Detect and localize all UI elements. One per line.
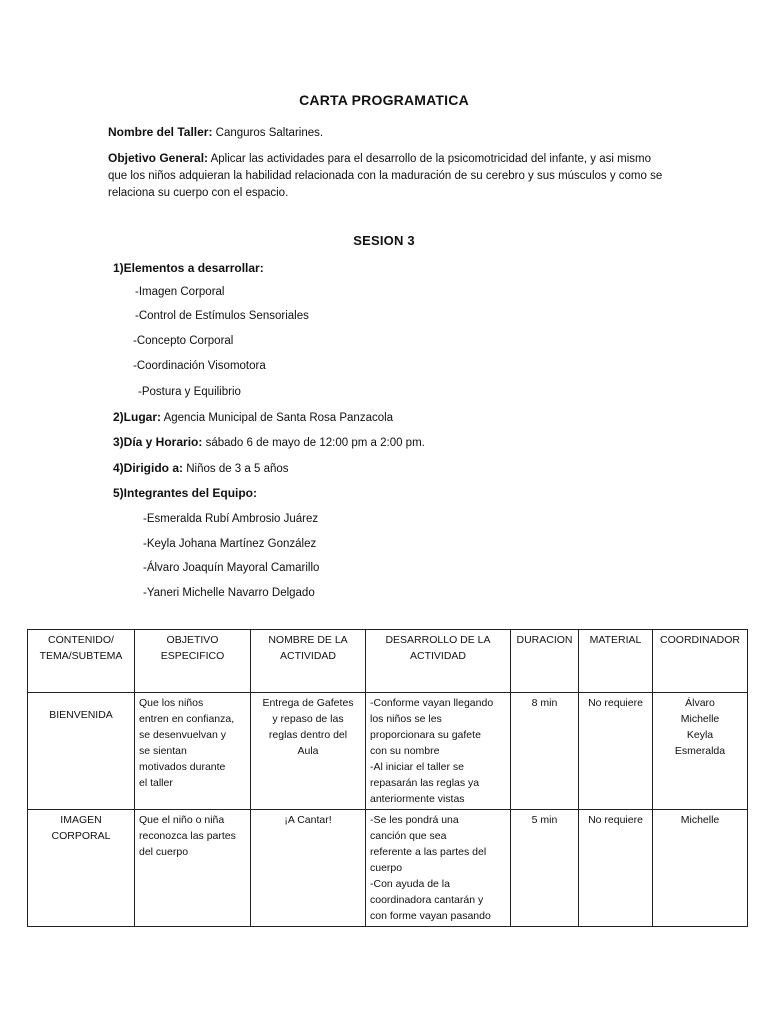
team-heading: 5)Integrantes del Equipo: (113, 486, 258, 500)
element-item: -Control de Estímulos Sensoriales (135, 310, 309, 322)
cell-material: No requiere (579, 810, 653, 927)
element-item: -Imagen Corporal (135, 286, 225, 298)
team-member: -Esmeralda Rubí Ambrosio Juárez (143, 513, 319, 525)
team-member: -Álvaro Joaquín Mayoral Camarillo (143, 562, 320, 574)
place-line (113, 409, 393, 426)
date-label: 3)Día y Horario: (113, 435, 203, 449)
workshop-name-line (108, 124, 323, 141)
table-row (28, 810, 748, 927)
place-value: Agencia Municipal de Santa Rosa Panzacola (163, 412, 394, 424)
cell-duracion: 5 min (511, 810, 579, 927)
audience-line (113, 460, 289, 477)
date-line (113, 434, 425, 451)
element-item: -Coordinación Visomotora (133, 360, 266, 372)
audience-value: Niños de 3 a 5 años (186, 463, 289, 475)
workshop-name-value: Canguros Saltarines. (215, 127, 324, 139)
general-objective-text: Aplicar las actividades para el desarrollo de la psicomotricidad del infante, y asi mismo que los niños adquieran la habilidad relacionada con la maduración de su cerebro y sus músculos y como se relaciona su cuerpo con el espacio. (108, 153, 663, 199)
header-material: MATERIAL (579, 630, 653, 693)
cell-coordinador: Álvaro Michelle Keyla Esmeralda (653, 693, 748, 810)
cell-contenido: BIENVENIDA (28, 693, 135, 810)
element-item: -Concepto Corporal (133, 335, 234, 347)
team-member: -Yaneri Michelle Navarro Delgado (143, 587, 315, 599)
table-header-row (28, 630, 748, 693)
program-table (27, 629, 748, 927)
workshop-name-label: Nombre del Taller: (108, 125, 213, 139)
cell-objetivo: Que los niños entren en confianza, se desenvuelvan y se sientan motivados durante el taller (135, 693, 251, 810)
header-coordinador: COORDINADOR (653, 630, 748, 693)
audience-label: 4)Dirigido a: (113, 461, 184, 475)
cell-contenido: IMAGEN CORPORAL (28, 810, 135, 927)
document-title: CARTA PROGRAMATICA (299, 92, 469, 108)
session-title: SESION 3 (353, 233, 415, 248)
element-item: -Postura y Equilibrio (138, 386, 241, 398)
team-member: -Keyla Johana Martínez González (143, 538, 317, 550)
cell-desarrollo: -Se les pondrá una canción que sea referente a las partes del cuerpo -Con ayuda de la coordinadora cantarán y con forme vayan pasando (366, 810, 511, 927)
cell-nombre: ¡A Cantar! (251, 810, 366, 927)
cell-coordinador: Michelle (653, 810, 748, 927)
cell-nombre: Entrega de Gafetes y repaso de las reglas dentro del Aula (251, 693, 366, 810)
cell-material: No requiere (579, 693, 653, 810)
date-value: sábado 6 de mayo de 12:00 pm a 2:00 pm. (205, 437, 425, 449)
general-objective (108, 150, 668, 202)
general-objective-label: Objetivo General: (108, 151, 209, 165)
place-label: 2)Lugar: (113, 410, 161, 424)
header-duracion: DURACION (511, 630, 579, 693)
cell-duracion: 8 min (511, 693, 579, 810)
table-row (28, 693, 748, 810)
header-desarrollo: DESARROLLO DE LA ACTIVIDAD (366, 630, 511, 693)
cell-objetivo: Que el niño o niña reconozca las partes del cuerpo (135, 810, 251, 927)
header-contenido: CONTENIDO/ TEMA/SUBTEMA (28, 630, 135, 693)
header-nombre: NOMBRE DE LA ACTIVIDAD (251, 630, 366, 693)
header-objetivo: OBJETIVO ESPECIFICO (135, 630, 251, 693)
elements-heading: 1)Elementos a desarrollar: (113, 261, 264, 275)
cell-desarrollo: -Conforme vayan llegando los niños se les proporcionara su gafete con su nombre -Al iniciar el taller se repasarán las reglas ya anteriormente vistas (366, 693, 511, 810)
